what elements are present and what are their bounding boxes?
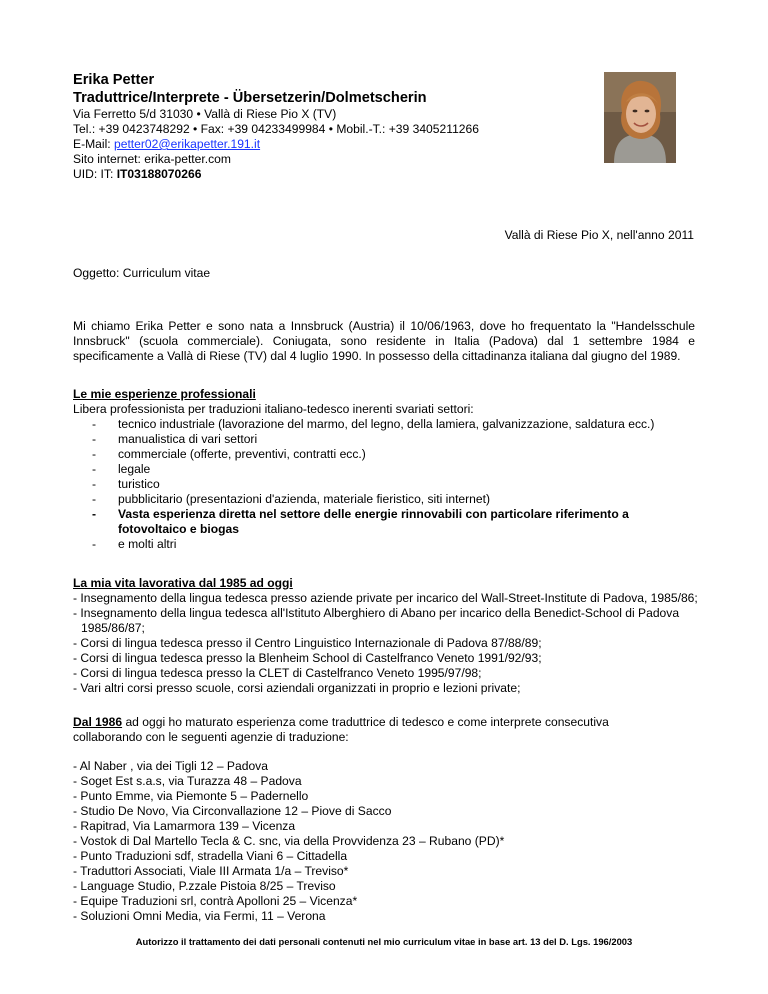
address-line: Via Ferretto 5/d 31030 • Vallà di Riese Pio X (TV) — [73, 107, 337, 121]
list-item: - Vasta esperienza diretta nel settore delle energie rinnovabili con particolare riferimento a fotovoltaico e biogas — [92, 507, 629, 536]
list-item: - manualistica di vari settori — [92, 432, 258, 446]
list-item: - Corsi di lingua tedesca presso la CLET di Castelfranco Veneto 1995/97/98; — [73, 666, 482, 680]
uid-line — [73, 167, 573, 182]
email-link[interactable]: petter02@erikapetter.191.it — [114, 137, 261, 151]
uid-label: UID: IT: — [73, 167, 117, 181]
list-item: - Punto Emme, via Piemonte 5 – Padernello — [73, 789, 309, 803]
job-title: Traduttrice/Interprete - Übersetzerin/Dolmetscherin — [73, 90, 427, 106]
list-item: - tecnico industriale (lavorazione del marmo, del legno, della lamiera, galvanizzazione, saldatura ecc.) — [92, 417, 655, 431]
date-line: Vallà di Riese Pio X, nell'anno 2011 — [504, 228, 694, 242]
work-section — [73, 576, 703, 696]
email-line — [73, 137, 573, 152]
subject-line: Oggetto: Curriculum vitae — [73, 266, 211, 280]
website-line: Sito internet: erika-petter.com — [73, 152, 231, 166]
experience-section — [73, 387, 703, 552]
experience-heading: Le mie esperienze professionali — [73, 387, 256, 401]
list-item: - Vostok di Dal Martello Tecla & C. snc, via della Provvidenza 23 – Rubano (PD)* — [73, 834, 505, 848]
since-label: Dal 1986 — [73, 715, 123, 729]
list-item: - pubblicitario (presentazioni d'azienda, materiale fieristico, siti internet) — [92, 492, 491, 506]
uid-value: IT03188070266 — [116, 167, 202, 181]
list-item: - e molti altri — [92, 537, 177, 551]
experience-list — [73, 417, 703, 552]
list-item: - commerciale (offerte, preventivi, contratti ecc.) — [92, 447, 366, 461]
profile-photo — [604, 72, 676, 163]
list-item: - Vari altri corsi presso scuole, corsi aziendali organizzati in proprio e lezioni private; — [73, 681, 521, 695]
list-item: - Corsi di lingua tedesca presso la Blenheim School di Castelfranco Veneto 1991/92/93; — [73, 651, 542, 665]
agencies-list — [73, 759, 703, 924]
agencies-section — [73, 759, 703, 924]
work-heading: La mia vita lavorativa dal 1985 ad oggi — [73, 576, 293, 590]
privacy-footer: Autorizzo il trattamento dei dati personali contenuti nel mio curriculum vitae in base art. 13 del D. Lgs. 196/2003 — [135, 936, 633, 947]
list-item: - legale — [92, 462, 151, 476]
list-item: - Insegnamento della lingua tedesca presso aziende private per incarico del Wall-Street-Institute di Padova, 1985/86; — [73, 591, 698, 605]
person-name: Erika Petter — [73, 72, 155, 88]
contact-block — [73, 107, 573, 182]
list-item: - Al Naber , via dei Tigli 12 – Padova — [73, 759, 268, 773]
intro-paragraph: Mi chiamo Erika Petter e sono nata a Innsbruck (Austria) il 10/06/1963, dove ho frequentato la "Handelsschule Innsbruck" (scuola commerciale). Coniugata, sono residente in Italia (Padova) dal 1 settembre 1984 e specificamente a Vallà di Riese (TV) dal 4 luglio 1990. In possesso della cittadinanza italiana dal giugno del 1989. — [73, 319, 695, 363]
agencies-intro — [73, 715, 673, 745]
phone-line: Tel.: +39 0423748292 • Fax: +39 04233499984 • Mobil.-T.: +39 3405211266 — [73, 122, 479, 136]
portrait-image — [604, 72, 676, 163]
list-item: - Punto Traduzioni sdf, stradella Viani 6 – Cittadella — [73, 849, 348, 863]
list-item: - Traduttori Associati, Viale III Armata 1/a – Treviso* — [73, 864, 349, 878]
agencies-text: ad oggi ho maturato esperienza come traduttrice di tedesco e come interprete consecutiva collaborando con le seguenti agenzie di traduzione: — [73, 715, 609, 744]
email-label: E-Mail: — [73, 137, 114, 151]
list-item: - Soluzioni Omni Media, via Fermi, 11 – Verona — [73, 909, 326, 923]
list-item: - turistico — [92, 477, 160, 491]
work-list — [73, 591, 703, 696]
list-item: - Language Studio, P.zzale Pistoia 8/25 – Treviso — [73, 879, 336, 893]
experience-lead: Libera professionista per traduzioni italiano-tedesco inerenti svariati settori: — [73, 402, 474, 416]
list-item: - Studio De Novo, Via Circonvallazione 12 – Piove di Sacco — [73, 804, 392, 818]
list-item: - Rapitrad, Via Lamarmora 139 – Vicenza — [73, 819, 296, 833]
list-item: - Insegnamento della lingua tedesca all'Istituto Alberghiero di Abano per incarico della Benedict-School di Padova 1985/86/87; — [73, 606, 680, 635]
list-item: - Equipe Traduzioni srl, contrà Apolloni 25 – Vicenza* — [73, 894, 358, 908]
list-item: - Corsi di lingua tedesca presso il Centro Linguistico Internazionale di Padova 87/88/89; — [73, 636, 542, 650]
list-item: - Soget Est s.a.s, via Turazza 48 – Padova — [73, 774, 302, 788]
